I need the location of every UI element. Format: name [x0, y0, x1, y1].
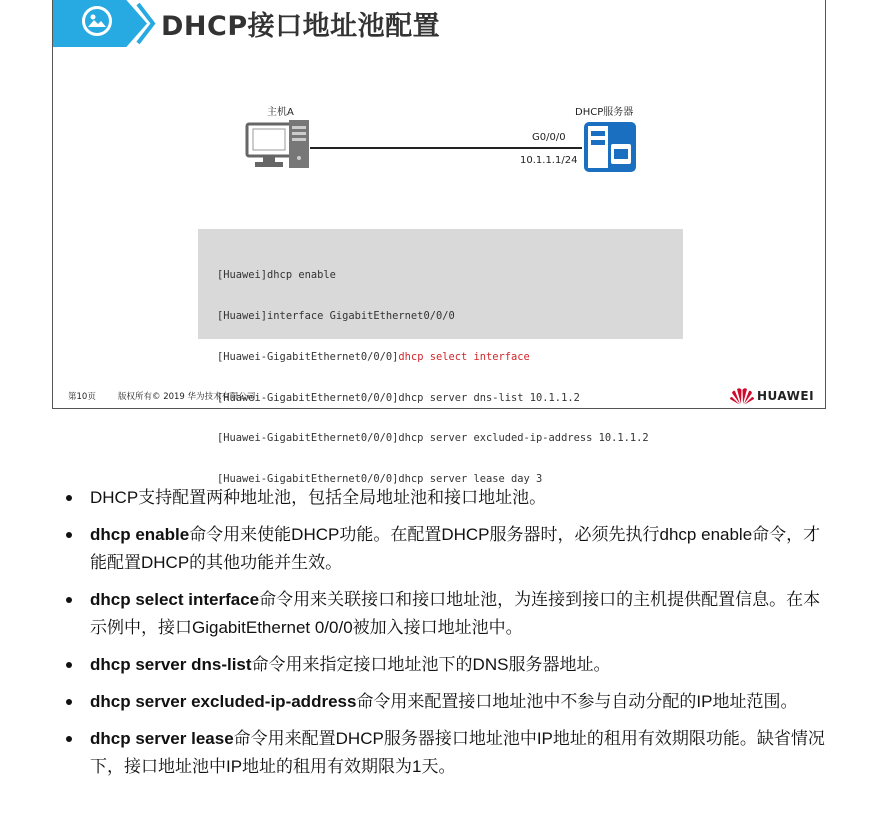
code-line: [Huawei]interface GigabitEthernet0/0/0 — [217, 309, 455, 322]
list-item: DHCP支持配置两种地址池，包括全局地址池和接口地址池。 — [66, 484, 826, 512]
cli-config-box — [198, 229, 683, 486]
bullet-icon — [66, 597, 72, 603]
code-line: [Huawei-GigabitEthernet0/0/0]dhcp server lease day 3 — [217, 473, 543, 486]
notes-list — [66, 484, 826, 790]
image-icon — [82, 6, 112, 36]
server-label: DHCP服务器 — [575, 107, 634, 118]
code-line: [Huawei-GigabitEthernet0/0/0]dhcp server dns-list 10.1.1.2 — [217, 391, 580, 404]
bullet-icon — [66, 736, 72, 742]
server-icon — [583, 122, 637, 174]
chevron-right-icon — [133, 0, 163, 47]
list-item: dhcp select interface命令用来关联接口和接口地址池，为连接到接口的主机提供配置信息。在本示例中，接口GigabitEthernet 0/0/0被加入接口地址池中。 — [66, 586, 826, 642]
code-line: [Huawei]dhcp enable — [217, 269, 336, 282]
code-highlight: dhcp select interface — [398, 350, 530, 363]
bullet-icon — [66, 532, 72, 538]
bullet-icon — [66, 662, 72, 668]
code-line: [Huawei-GigabitEthernet0/0/0]dhcp select interface — [217, 350, 530, 363]
huawei-logo-icon — [730, 386, 754, 406]
ip-label: 10.1.1.1/24 — [520, 155, 578, 166]
page-number: 第10页 — [68, 392, 96, 402]
copyright: 版权所有© 2019 华为技术有限公司 — [118, 392, 256, 402]
list-item: dhcp server dns-list命令用来指定接口地址池下的DNS服务器地址。 — [66, 651, 826, 679]
pc-icon — [245, 118, 311, 170]
bullet-icon — [66, 699, 72, 705]
code-line: [Huawei-GigabitEthernet0/0/0]dhcp server excluded-ip-address 10.1.1.2 — [217, 432, 649, 445]
list-item: dhcp server excluded-ip-address命令用来配置接口地址池中不参与自动分配的IP地址范围。 — [66, 688, 826, 716]
list-item: dhcp server lease命令用来配置DHCP服务器接口地址池中IP地址的租用有效期限功能。缺省情况下，接口地址池中IP地址的租用有效期限为1天。 — [66, 725, 826, 781]
brand-text: HUAWEI — [757, 389, 815, 403]
slide — [52, 0, 826, 486]
list-item: dhcp enable命令用来使能DHCP功能。在配置DHCP服务器时，必须先执行dhcp enable命令，才能配置DHCP的其他功能并生效。 — [66, 521, 826, 577]
network-link — [310, 147, 582, 149]
host-label: 主机A — [267, 107, 294, 118]
port-label: G0/0/0 — [532, 132, 566, 143]
bullet-icon — [66, 495, 72, 501]
slide-title: DHCP接口地址池配置 — [161, 11, 441, 42]
